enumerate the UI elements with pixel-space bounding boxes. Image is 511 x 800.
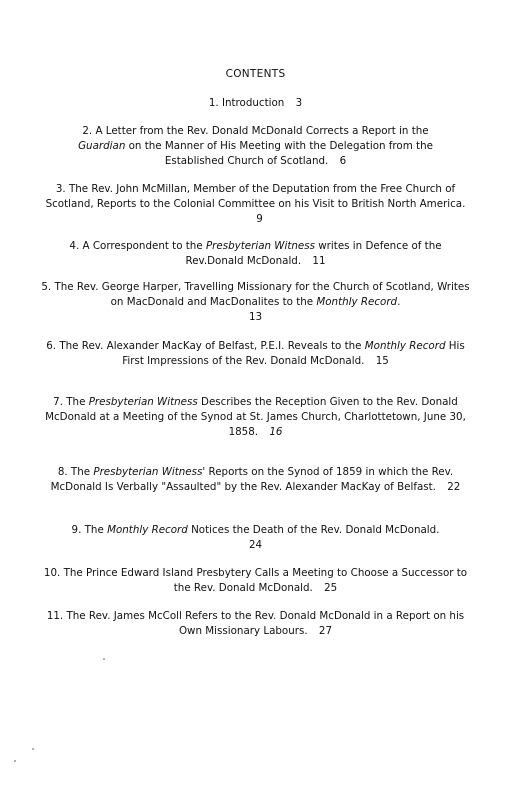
entry-title: . [397,296,401,308]
entry-title-italic: Guardian [78,140,126,152]
entry-title: The Prince Edward Island Presbytery Calls a Meeting to Choose a Successor to the Rev. Donald McDonald. [63,567,468,594]
entry-title: Describes the Reception Given to the Rev. Donald McDonald at a Meeting of the Synod at St. James Church, Charlottetown, June 30, 1858. [45,396,466,438]
entry-page: 6 [339,155,347,167]
entry-title-italic: Monthly Record [107,524,188,536]
entry-number: 11. [46,610,64,622]
entry-title: The [70,466,91,478]
entry-page: 24 [248,539,263,551]
entry-page: 22 [447,481,461,493]
scan-speck [14,760,16,762]
toc-entry-6 [40,339,471,369]
entry-title: The Rev. James McColl Refers to the Rev. Donald McDonald in a Report on his Own Missionary Labours. [66,610,465,637]
entry-page: 27 [318,625,333,637]
scan-speck [32,748,34,750]
entry-title: The [66,396,86,408]
entry-number: 8. [57,466,68,478]
toc-entry-9 [40,523,471,553]
entry-number: 1. [208,97,219,109]
toc-entry-8 [40,465,471,495]
toc-entry-10 [40,566,471,596]
entry-title: Introduction [221,97,285,109]
toc-entry-4 [40,239,471,269]
entry-number: 6. [46,340,57,352]
contents-heading: CONTENTS [225,68,286,80]
entry-title-italic: Presbyterian Witness [88,396,198,408]
entry-title: A Correspondent to the [82,240,203,252]
entry-page: 16 [269,426,283,438]
toc-entry-5 [40,280,471,325]
entry-number: 5. [41,281,52,293]
entry-page: 11 [312,255,326,267]
toc-entry-2 [40,124,471,169]
toc-entry-7 [40,395,471,440]
entry-number: 10. [43,567,61,579]
entry-title: Notices the Death of the Rev. Donald McDonald. [191,524,440,536]
entry-title: The Rev. John McMillan, Member of the Deputation from the Free Church of Scotland, Reports to the Colonial Committee on his Visit to British North America. [45,183,466,210]
entry-page: 9 [256,213,263,225]
entry-title: The [84,524,104,536]
entry-title-italic: Presbyterian Witness' [93,466,206,478]
entry-title-italic: Monthly Record [316,296,398,308]
entry-page: 13 [248,311,263,323]
entry-title-italic: Presbyterian Witness [205,240,315,252]
toc-entry-3 [40,182,471,227]
entry-title-italic: Monthly Record [364,340,446,352]
entry-title: The Rev. Alexander MacKay of Belfast, P.E.I. Reveals to the [59,340,362,352]
entry-number: 7. [53,396,63,408]
scan-speck [103,658,105,660]
entry-title: on the Manner of His Meeting with the Delegation from the [128,140,433,152]
entry-number: 4. [69,240,80,252]
entry-title: The Rev. George Harper, Travelling Missionary for the Church of Scotland, Writes on MacDonald and MacDonalites to the [54,281,470,308]
entry-title: Established Church of Scotland. [164,155,329,167]
entry-title: His First Impressions of the Rev. Donald McDonald. [122,340,465,367]
toc-entry-1 [40,96,471,111]
entry-title: Reports on the Synod of 1859 in which the Rev. McDonald Is Verbally "Assaulted" by the Rev. Alexander MacKay of Belfast. [50,466,454,493]
entry-page: 15 [375,355,389,367]
entry-page: 3 [295,97,303,109]
toc-entry-11 [40,609,471,639]
entry-title: A Letter from the Rev. Donald McDonald Corrects a Report in the [95,125,429,137]
entry-number: 9. [71,524,82,536]
entry-number: 2. [82,125,93,137]
entry-title: writes in Defence of the Rev.Donald McDonald. [185,240,442,267]
entry-page: 25 [324,582,338,594]
entry-number: 3. [55,183,66,195]
